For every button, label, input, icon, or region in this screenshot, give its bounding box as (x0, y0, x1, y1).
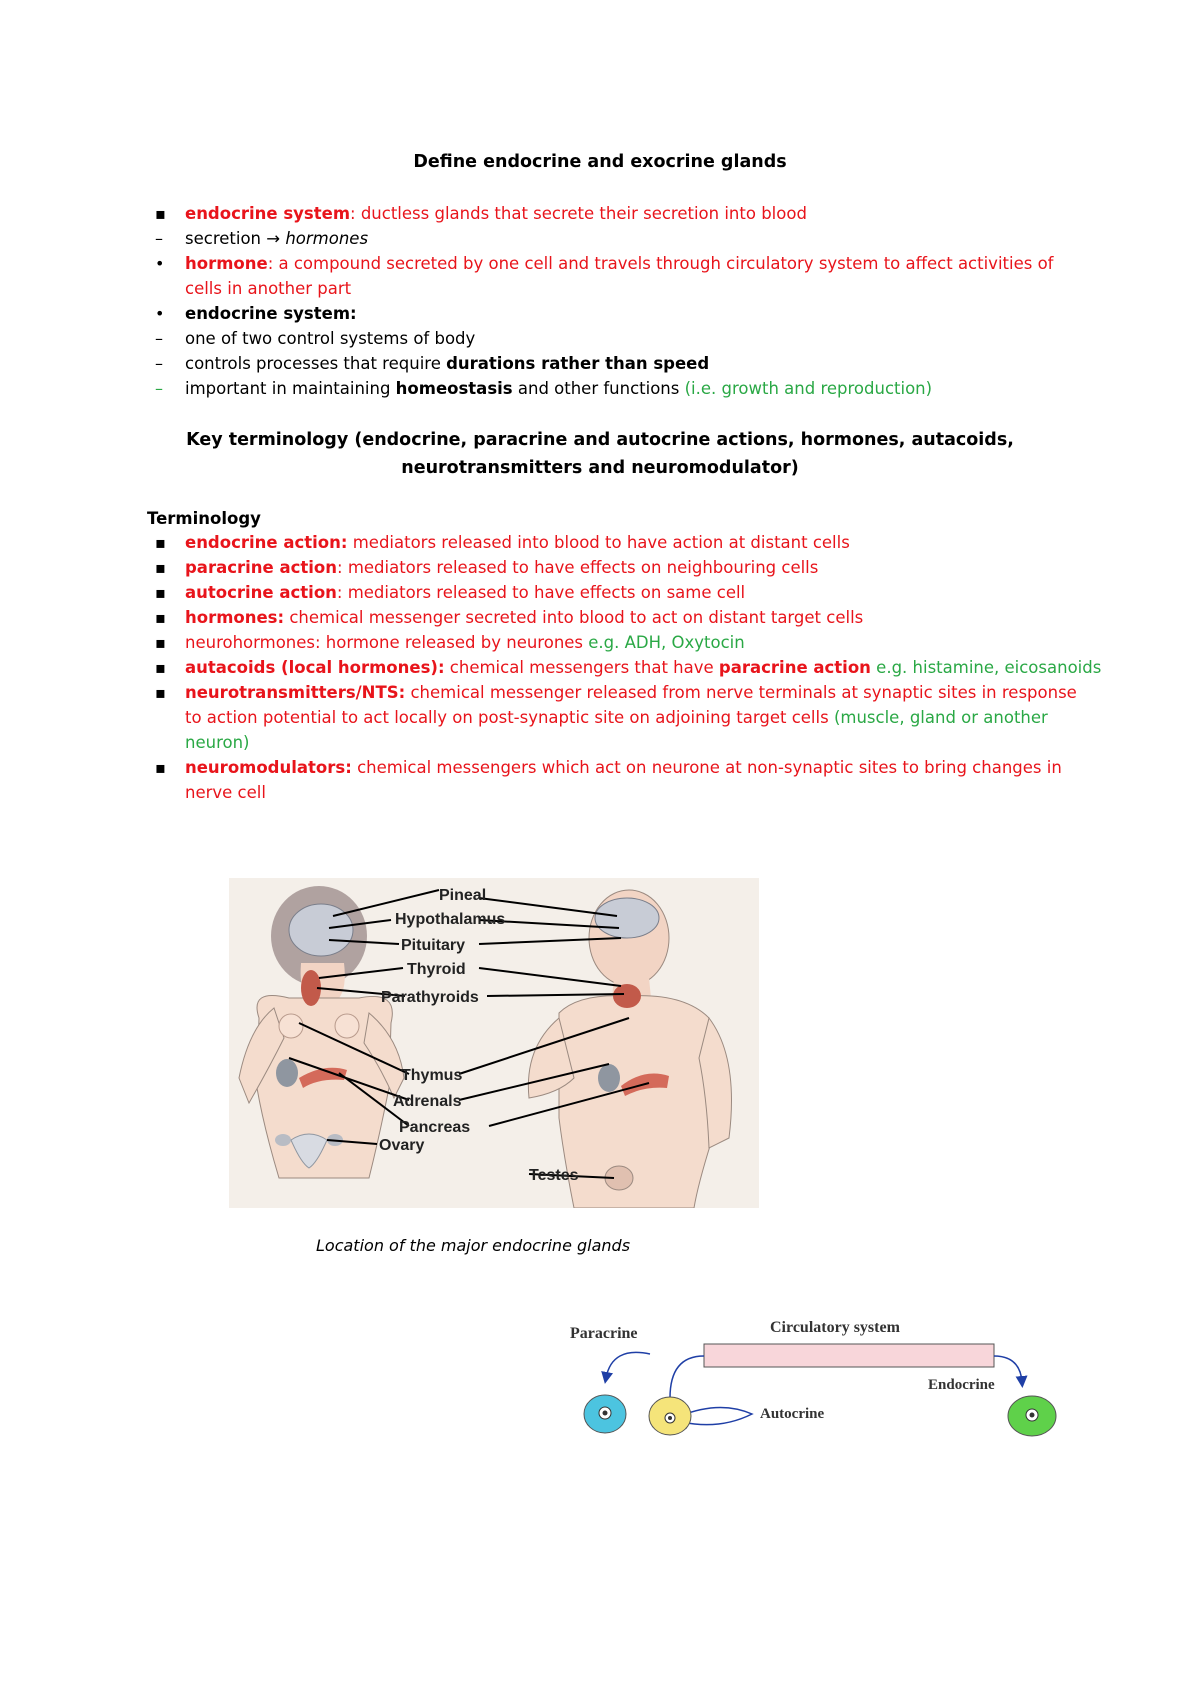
term-item: endocrine action: mediators released into blood to have action at distant cells (185, 533, 850, 552)
hypothalamus-label: Hypothalamus (395, 911, 506, 928)
endocrine-glands-figure (229, 878, 759, 1208)
bullet-marker: ▪ (155, 683, 166, 702)
bullet-marker: • (155, 304, 165, 323)
pancreas-label: Pancreas (399, 1119, 471, 1136)
list-item: controls processes that require durations rather than speed (185, 354, 710, 373)
list-item: secretion → hormones (185, 229, 369, 248)
pituitary-label: Pituitary (401, 937, 466, 954)
dash-marker: – (155, 229, 163, 248)
circulatory-bar (704, 1344, 994, 1367)
term-item-continuation: nerve cell (185, 783, 266, 802)
adrenals-label: Adrenals (393, 1093, 462, 1110)
list-item: important in maintaining homeostasis and other functions (i.e. growth and reproduction) (185, 379, 933, 398)
term-item-continuation: neuron) (185, 733, 250, 752)
pineal-label: Pineal (439, 887, 487, 904)
heading-key-terminology-line2: neurotransmitters and neuromodulator) (401, 458, 799, 478)
list-item: endocrine system: ductless glands that secrete their secretion into blood (185, 204, 807, 223)
dash-marker: – (155, 354, 163, 373)
list-item: one of two control systems of body (185, 329, 476, 348)
circ-link (670, 1356, 704, 1398)
term-item-continuation: to action potential to act locally on post-synaptic site on adjoining target cells (muscle, gland or another (185, 708, 1048, 727)
bullet-marker: ▪ (155, 558, 166, 577)
bullet-marker: ▪ (155, 533, 166, 552)
term-item: neuromodulators: chemical messengers which act on neurone at non-synaptic sites to bring changes in (185, 758, 1062, 777)
paracrine-label: Paracrine (570, 1325, 638, 1342)
signalling-diagram (560, 1318, 1065, 1443)
bullet-marker: ▪ (155, 633, 166, 652)
figure-caption: Location of the major endocrine glands (316, 1236, 631, 1255)
dash-marker: – (155, 379, 163, 398)
heading-key-terminology: Key terminology (endocrine, paracrine and autocrine actions, hormones, autacoids, (186, 430, 1014, 450)
list-item: endocrine system: (185, 304, 357, 323)
bullet-marker: ▪ (155, 608, 166, 627)
list-item-continuation: cells in another part (185, 279, 352, 298)
thymus-label: Thymus (401, 1067, 463, 1084)
ovary-label: Ovary (379, 1137, 425, 1154)
term-item: paracrine action: mediators released to have effects on neighbouring cells (185, 558, 819, 577)
bullet-marker: • (155, 254, 165, 273)
autocrine-label: Autocrine (760, 1406, 825, 1422)
term-item: neurohormones: hormone released by neurones e.g. ADH, Oxytocin (185, 633, 745, 652)
paracrine-arrow (606, 1352, 650, 1378)
heading-define-glands: Define endocrine and exocrine glands (413, 152, 787, 172)
term-item: hormones: chemical messenger secreted into blood to act on distant target cells (185, 608, 864, 627)
endocrine-label: Endocrine (928, 1377, 995, 1393)
parathyroids-label: Parathyroids (381, 989, 479, 1006)
bullet-marker: ▪ (155, 204, 166, 223)
thyroid-label: Thyroid (407, 961, 466, 978)
endocrine-arrow (994, 1356, 1022, 1382)
term-item: autocrine action: mediators released to have effects on same cell (185, 583, 746, 602)
term-item: autacoids (local hormones): chemical messengers that have paracrine action e.g. histamine, eicosanoids (185, 658, 1102, 677)
circulatory-label: Circulatory system (770, 1319, 900, 1336)
bullet-marker: ▪ (155, 758, 166, 777)
bullet-marker: ▪ (155, 583, 166, 602)
term-item: neurotransmitters/NTS: chemical messenger released from nerve terminals at synaptic sites in response (185, 683, 1077, 702)
bullet-marker: ▪ (155, 658, 166, 677)
terminology-title: Terminology (147, 509, 261, 528)
testes-label: Testes (529, 1167, 579, 1184)
list-item: hormone: a compound secreted by one cell and travels through circulatory system to affect activities of (185, 254, 1054, 273)
dash-marker: – (155, 329, 163, 348)
